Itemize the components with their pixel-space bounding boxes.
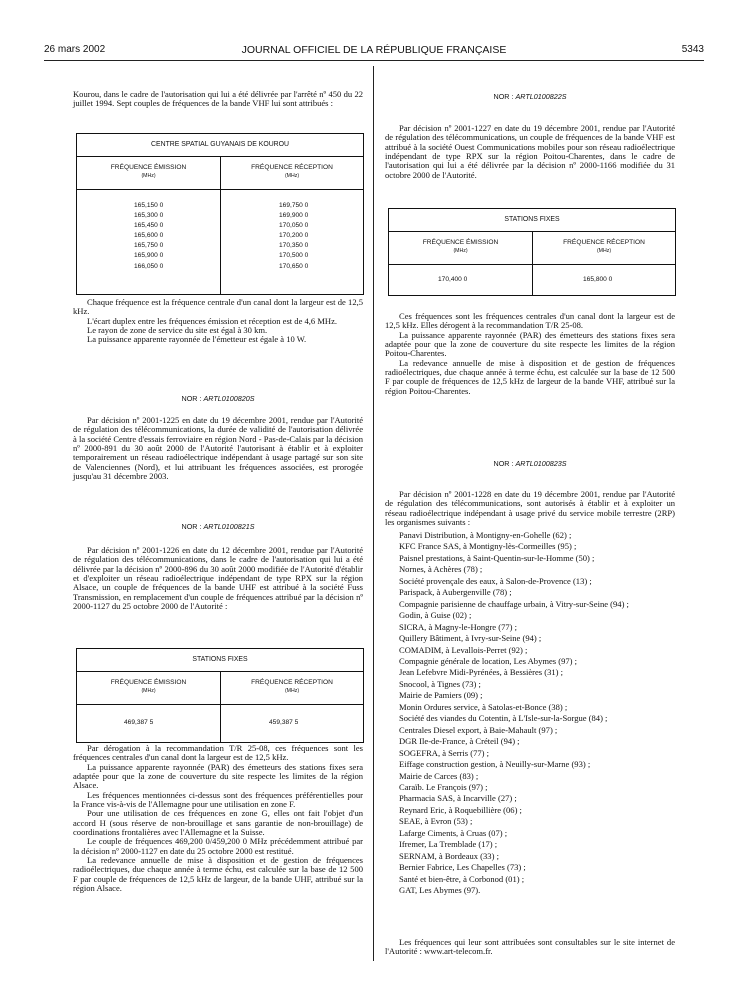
table-cell: 170,200 0 — [279, 232, 309, 240]
table-cell: 165,900 0 — [134, 252, 164, 260]
list-item: Reynard Eric, à Roquebillière (06) ; — [399, 804, 522, 815]
list-item: Pharmacia SAS, à Incarville (27) ; — [399, 793, 517, 804]
table-cell: 169,750 0 — [279, 202, 309, 209]
list-item: Parispack, à Aubergenville (78) ; — [399, 587, 512, 598]
paragraph: La redevance annuelle de mise à disposition et de gestion de fréquences radioélectriques, due chaque année à terme échu, est calculée sur la base de 12 500 F par couple de fréquences de 12,5 kHz de largeur, de la bande UHF, attribué sur la région Alsace. — [73, 855, 363, 894]
column-header-reception: FRÉQUENCE RÉCEPTION (MHz) — [251, 164, 333, 179]
alsace-notes — [73, 744, 363, 894]
paragraph: La puissance apparente rayonnée (PAR) des émetteurs des stations fixes sera adaptée pour que la zone de couverture du site respecte les limites de la région Alsace. — [73, 761, 363, 791]
column-header-emission: FRÉQUENCE ÉMISSION (MHz) — [422, 239, 499, 254]
list-item: Paisnel prestations, à Saint-Quentin-sur-le-Homme (50) ; — [399, 552, 595, 563]
paragraph: Ces fréquences sont les fréquences centrales d'un canal dont la largeur est de 12,5 kHz. Elles dérogent à la recommandation T/R 25-08. — [385, 311, 675, 331]
list-item: Bernier Fabrice, Les Chapelles (73) ; — [399, 862, 526, 873]
list-item: Quillery Bâtiment, à Ivry-sur-Seine (94) ; — [399, 633, 542, 644]
list-item: KFC France SAS, à Montigny-lès-Cormeilles (95) ; — [399, 541, 577, 552]
list-item: Société des viandes du Cotentin, à L'Isle-sur-la-Sorgue (84) ; — [399, 713, 608, 724]
organisation-list — [399, 530, 675, 897]
table-cell: 165,450 0 — [134, 222, 164, 230]
paragraph: Le couple de fréquences 469,200 0/459,200 0 MHz précédemment attribué par la décision nº 2000-1127 en date du 25 octobre 2000 est restitué. — [73, 836, 363, 856]
list-item: Centrales Diesel export, à Baie-Mahault (97) ; — [399, 724, 558, 735]
decision-paragraph: Par décision nº 2001-1228 en date du 19 décembre 2001, rendue par l'Autorité de régulation des télécommunications, sont autorisés à établir et à exploiter un réseau radioélectrique indépendant à usage privé du service mobile terrestre (2RP) les organismes suivants : — [385, 489, 675, 528]
closing-paragraph: Les fréquences qui leur sont attribuées sont consultables sur le site internet de l'Autorité : www.art-telecom.fr. — [385, 937, 675, 957]
column-header-emission: FRÉQUENCE ÉMISSION (MHz) — [110, 164, 187, 179]
list-item: Mairie de Pamiers (09) ; — [399, 690, 483, 701]
list-item: Société provençale des eaux, à Salon-de-Provence (13) ; — [399, 575, 592, 586]
column-header-reception: FRÉQUENCE RÉCEPTION (MHz) — [251, 679, 333, 694]
list-item: Compagnie parisienne de chauffage urbain, à Vitry-sur-Seine (94) ; — [399, 598, 629, 609]
journal-title: JOURNAL OFFICIEL DE LA RÉPUBLIQUE FRANÇAISE — [241, 44, 507, 56]
table-cell: 165,800 0 — [583, 276, 613, 283]
list-item: SERNAM, à Bordeaux (33) ; — [399, 850, 499, 861]
table-cell: 170,050 0 — [279, 222, 309, 230]
decision-paragraph: Par décision nº 2001-1226 en date du 12 décembre 2001, rendue par l'Autorité de régulation des télécommunications, dans le cadre de l'autorisation qui lui a été délivrée par la décision nº 2000-896 du 30 août 2000 modifiée de l'Autorité d'établir et d'exploiter un réseau radioélectrique indépendant de type RPX sur la région Alsace, un couple de fréquences de la bande UHF est attribué à la société Fuss Transmission, en remplacement d'un couple de fréquences attribué par la décision nº 2000-1127 du 25 octobre 2000 de l'Autorité : — [73, 545, 363, 612]
table-cell: 459,387 5 — [269, 719, 299, 726]
paragraph: La puissance apparente rayonnée (PAR) des émetteurs des stations fixes sera adaptée pour que la zone de couverture du site respecte les limites de la région Poitou-Charentes. — [385, 329, 675, 359]
list-item: Panavi Distribution, à Montigny-en-Gohelle (62) ; — [399, 530, 572, 540]
page-number: 5343 — [681, 44, 704, 55]
table-cell: 165,300 0 — [134, 212, 164, 220]
kourou-frequency-table — [76, 133, 364, 295]
list-item: Lafarge Ciments, à Cruas (07) ; — [399, 827, 508, 838]
alsace-stations-table — [76, 648, 364, 743]
running-header — [44, 44, 704, 58]
table-cell: 170,650 0 — [279, 262, 309, 270]
poitou-stations-table — [388, 208, 676, 296]
list-item: Ifremer, La Tremblade (17) ; — [399, 839, 498, 850]
table-cell: 170,500 0 — [279, 252, 309, 260]
table-cell: 169,900 0 — [279, 212, 309, 220]
list-item: Jean Lefebvre Midi-Pyrénées, à Bessières (31) ; — [399, 667, 563, 678]
table-cell: 469,387 5 — [124, 719, 154, 726]
header-rule — [44, 60, 704, 61]
column-header-reception: FRÉQUENCE RÉCEPTION (MHz) — [563, 239, 645, 254]
table-title: STATIONS FIXES — [77, 649, 363, 672]
kourou-notes — [73, 298, 363, 345]
list-item: Caraïb. Le François (97) ; — [399, 781, 488, 792]
nor-reference: NOR : ARTL0100823S — [493, 459, 567, 468]
list-item: Santé et bien-être, à Corbonod (01) ; — [399, 873, 525, 884]
table-title: CENTRE SPATIAL GUYANAIS DE KOUROU — [77, 134, 363, 157]
list-item: Monin Ordures service, à Satolas-et-Bonce (38) ; — [399, 701, 568, 712]
list-item: Godin, à Guise (02) ; — [399, 610, 472, 621]
table-cell: 170,350 0 — [279, 242, 309, 250]
decision-paragraph: Par décision nº 2001-1225 en date du 19 décembre 2001, rendue par l'Autorité de régulation des télécommunications, la durée de validité de l'autorisation délivrée à la société Centre d'essais ferroviaire en région Nord - Pas-de-Calais par la décision nº 2000-891 du 30 août 2000 de l'Autorité l'autorisant à établir et à exploiter temporairement un réseau radioélectrique indépendant à usage partagé sur son site de Valenciennes (Nord), et lui attribuant les fréquences associées, est prorogée jusqu'au 31 décembre 2003. — [73, 415, 363, 482]
list-item: Mairie de Carces (83) ; — [399, 770, 479, 781]
list-item: SEAE, à Evron (53) ; — [399, 816, 473, 827]
emission-values — [134, 201, 163, 272]
column-separator — [373, 66, 374, 961]
list-item: COMADIM, à Levallois-Perret (92) ; — [399, 644, 528, 655]
list-item: Eiffage construction gestion, à Neuilly-sur-Marne (93) ; — [399, 759, 591, 770]
column-header-emission: FRÉQUENCE ÉMISSION (MHz) — [110, 679, 187, 694]
paragraph: Par dérogation à la recommandation T/R 25-08, ces fréquences sont les fréquences centrales d'un canal dont la largeur est de 12,5 kHz. — [73, 743, 363, 763]
paragraph: Chaque fréquence est la fréquence centrale d'un canal dont la largeur est de 12,5 kHz. — [73, 297, 363, 317]
paragraph: Le rayon de zone de service du site est égal à 30 km. — [87, 325, 268, 336]
table-cell: 165,600 0 — [134, 232, 164, 240]
nor-reference: NOR : ARTL0100821S — [181, 522, 255, 531]
list-item: SOGEFRA, à Serris (77) ; — [399, 747, 489, 758]
table-cell: 166,050 0 — [134, 262, 164, 270]
decision-paragraph: Par décision nº 2001-1227 en date du 19 décembre 2001, rendue par l'Autorité de régulation des télécommunications, un couple de fréquences de la bande VHF est attribué à la société Ouest Communications mobiles pour son réseau radioélectrique indépendant de type RPX sur la région Poitou-Charentes, dans le cadre de l'autorisation qui lui a été délivrée par la décision nº 2000-1166 modifiée du 31 octobre 2000 de l'Autorité. — [385, 123, 675, 180]
list-item: Compagnie générale de location, Les Abymes (97) ; — [399, 655, 578, 666]
list-item: Snocool, à Tignes (73) ; — [399, 678, 481, 689]
table-cell: 165,750 0 — [134, 242, 164, 250]
intro-paragraph: Kourou, dans le cadre de l'autorisation qui lui a été délivrée par l'arrêté nº 450 du 22 juillet 1994. Sept couples de fréquences de la bande VHF lui sont attribués : — [73, 89, 363, 109]
list-item: Nornes, à Achères (78) ; — [399, 564, 483, 575]
paragraph: La redevance annuelle de mise à disposition et de gestion de fréquences radioélectriques, due chaque année à terme échu, est calculée sur la base de 12 500 F par couple de fréquences de 12,5 kHz de largeur de la bande VHF, attribué sur la région Poitou-Charentes. — [385, 357, 675, 396]
list-item: GAT, Les Abymes (97). — [399, 885, 481, 896]
list-item: DGR Ile-de-France, à Créteil (94) ; — [399, 736, 520, 747]
paragraph: La puissance apparente rayonnée de l'émetteur est égale à 10 W. — [87, 334, 307, 345]
list-item: SICRA, à Magny-le-Hongre (77) ; — [399, 621, 517, 632]
nor-reference: NOR : ARTL0100822S — [493, 92, 567, 101]
paragraph: L'écart duplex entre les fréquences émission et réception est de 4,6 MHz. — [87, 315, 338, 326]
nor-reference: NOR : ARTL0100820S — [181, 394, 255, 403]
header-date: 26 mars 2002 — [44, 44, 106, 55]
table-cell: 170,400 0 — [438, 276, 468, 283]
paragraph: Les fréquences mentionnées ci-dessus sont des fréquences préférentielles pour la France vis-à-vis de l'Allemagne pour une utilisation en zone F. — [73, 789, 363, 810]
paragraph: Pour une utilisation de ces fréquences en zone G, elles ont fait l'objet d'un accord H (sous réserve de non-brouillage et sans garantie de non-brouillage) de coordinations frontalières avec l'Allemagne et la Suisse. — [73, 808, 363, 838]
table-title: STATIONS FIXES — [389, 209, 675, 232]
reception-values — [279, 201, 308, 272]
poitou-notes — [385, 312, 675, 396]
table-cell: 165,150 0 — [134, 202, 164, 209]
